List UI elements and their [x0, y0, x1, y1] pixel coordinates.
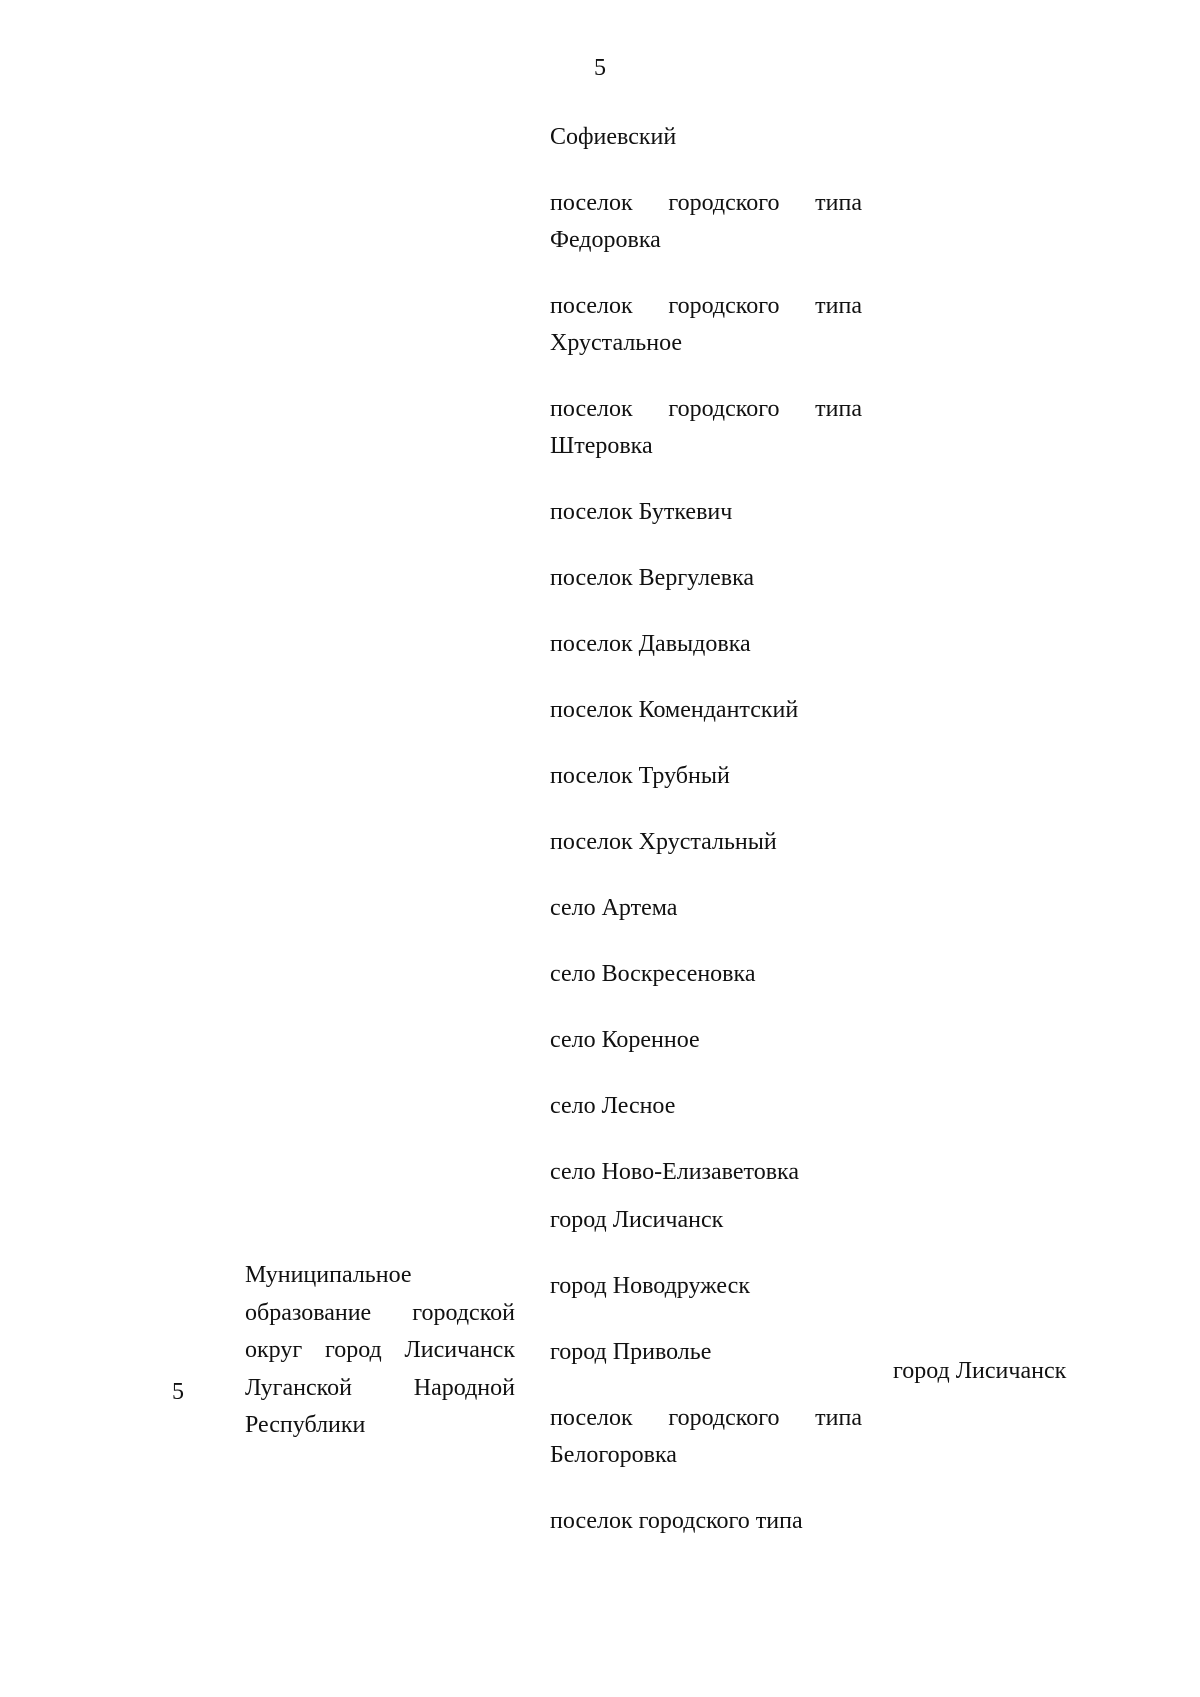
- settlements-list: [550, 1202, 862, 1569]
- settlement-item: поселок Давыдовка: [550, 631, 751, 657]
- settlement-item: поселок городского типа Федоровка: [550, 190, 862, 253]
- settlement-item: Софиевский: [550, 124, 677, 150]
- settlement-item: село Воскресеновка: [550, 961, 756, 987]
- settlement-item: село Лесное: [550, 1093, 676, 1119]
- settlement-item: поселок Вергулевка: [550, 565, 755, 591]
- administrative-center: город Лисичанск: [893, 1358, 1067, 1384]
- settlement-item: поселок городского типа Штеровка: [550, 396, 862, 459]
- settlement-item: поселок городского типа Хрустальное: [550, 293, 862, 356]
- settlement-item: поселок городского типа Белогоровка: [550, 1405, 862, 1468]
- settlement-item: поселок городского типа: [550, 1508, 803, 1534]
- settlement-item: город Приволье: [550, 1339, 712, 1365]
- settlement-item: город Новодружеск: [550, 1273, 750, 1299]
- settlement-item: поселок Комендантский: [550, 697, 799, 723]
- page-number: 5: [594, 55, 606, 81]
- municipality-name: Муниципальное образование городской округ город Лисичанск Луганской Народной Республики: [245, 1262, 515, 1438]
- settlement-item: поселок Хрустальный: [550, 829, 777, 855]
- row-number: 5: [172, 1379, 184, 1405]
- settlement-item: село Ново-Елизаветовка: [550, 1159, 799, 1185]
- settlements-list-continued: [550, 119, 862, 1191]
- settlement-item: село Артема: [550, 895, 678, 921]
- settlement-item: поселок Трубный: [550, 763, 730, 789]
- settlement-item: село Коренное: [550, 1027, 700, 1053]
- settlement-item: город Лисичанск: [550, 1207, 724, 1233]
- settlement-item: поселок Буткевич: [550, 499, 733, 525]
